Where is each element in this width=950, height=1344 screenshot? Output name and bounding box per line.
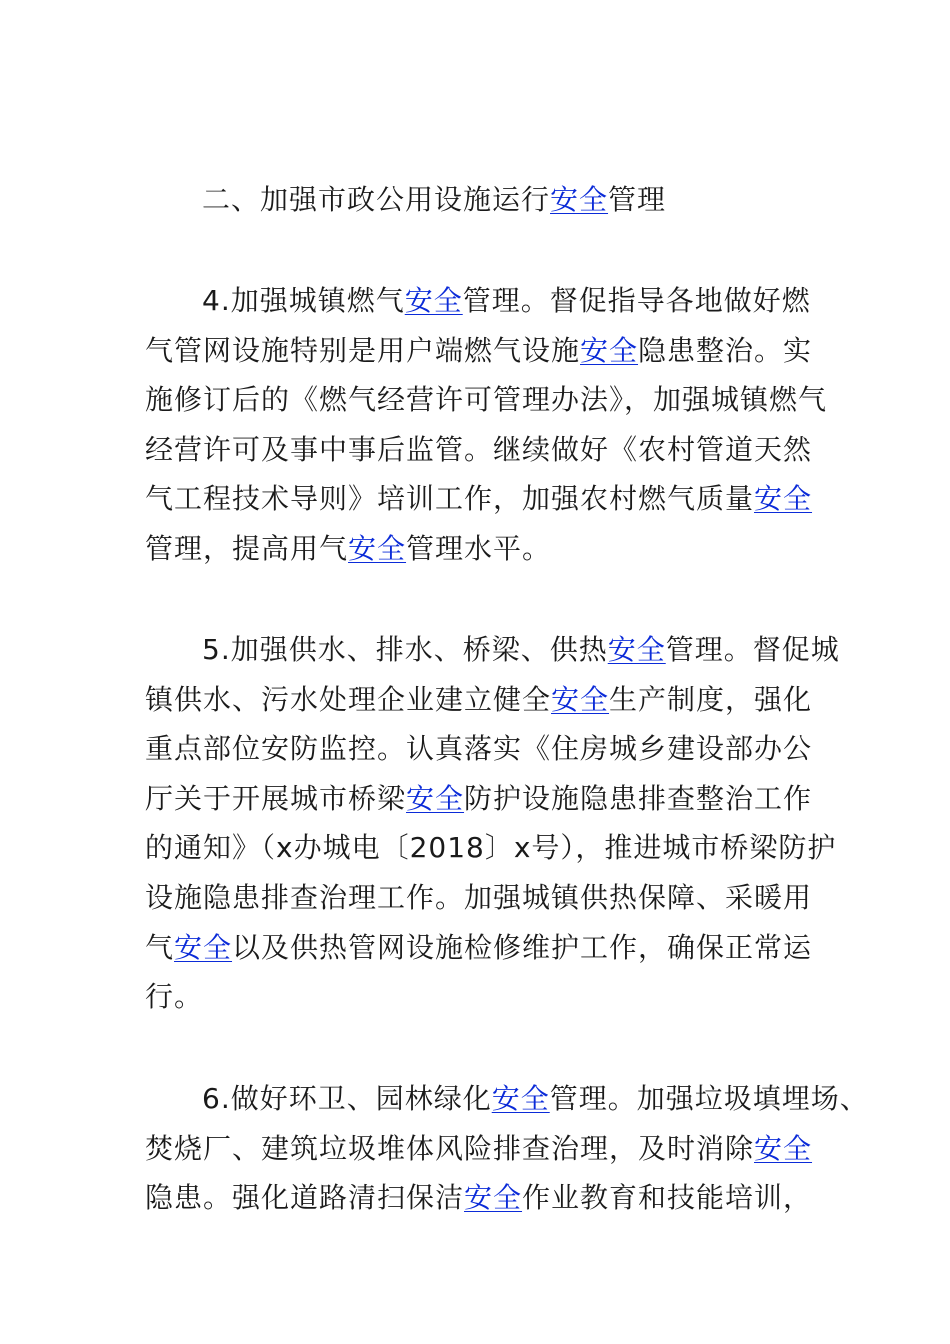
safety-link[interactable]: 安全 — [491, 1082, 550, 1115]
paragraph-text: 重点部位安防监控。认真落实《住房城乡建设部办公 — [145, 732, 813, 766]
paragraph-text: 管理，提高用气 — [145, 531, 349, 565]
safety-link[interactable]: 安全 — [464, 1181, 523, 1215]
safety-link[interactable]: 安全 — [580, 333, 639, 367]
heading-safety-link[interactable]: 安全 — [550, 183, 609, 216]
section-heading — [202, 176, 666, 224]
heading-text-end: 管理 — [608, 183, 667, 216]
paragraph-line — [145, 774, 815, 824]
paragraph-text: 施修订后的《燃气经营许可管理办法》，加强城镇燃气 — [145, 383, 828, 417]
safety-link[interactable]: 安全 — [404, 284, 463, 317]
paragraph-text: 生产制度，强化 — [609, 682, 813, 716]
paragraph-line — [145, 625, 840, 675]
paragraph-text: 6.做好环卫、园林绿化 — [202, 1082, 492, 1115]
paragraph-line — [145, 474, 815, 524]
paragraph-line — [145, 923, 815, 973]
paragraph-text: 厅关于开展城市桥梁 — [145, 781, 407, 815]
paragraph-text: 管理。督促指导各地做好燃 — [462, 284, 811, 317]
paragraph-text: 以及供热管网设施检修维护工作，确保正常运 — [232, 930, 813, 964]
paragraph-line — [145, 1173, 815, 1223]
paragraph-text: 作业教育和技能培训， — [522, 1181, 813, 1215]
safety-link[interactable]: 安全 — [551, 682, 610, 716]
paragraph-text: 管理水平。 — [406, 531, 552, 565]
paragraph-text: 的通知》（x办城电〔2018〕x号），推进城市桥梁防护 — [145, 831, 837, 865]
paragraph-line — [145, 276, 815, 326]
paragraph-6-sanitation-greening-safety — [145, 1074, 869, 1223]
heading-text: 二、加强市政公用设施运行 — [202, 183, 551, 216]
safety-link[interactable]: 安全 — [406, 781, 465, 815]
paragraph-line — [145, 375, 828, 425]
paragraph-4-gas-safety — [145, 276, 828, 574]
paragraph-text: 管理。督促城 — [665, 633, 840, 666]
paragraph-text: 管理。加强垃圾填埋场、 — [549, 1082, 869, 1115]
paragraph-text: 气工程技术导则》培训工作，加强农村燃气质量 — [145, 482, 755, 516]
safety-link[interactable]: 安全 — [754, 482, 813, 516]
paragraph-text: 隐患。强化道路清扫保洁 — [145, 1181, 465, 1215]
paragraph-text: 5.加强供水、排水、桥梁、供热 — [202, 633, 608, 666]
paragraph-line — [145, 326, 815, 376]
safety-link[interactable]: 安全 — [754, 1131, 813, 1165]
paragraph-text: 隐患整治。实 — [638, 333, 813, 367]
paragraph-text: 行。 — [145, 980, 204, 1014]
paragraph-text: 防护设施隐患排查整治工作 — [464, 781, 813, 815]
paragraph-text: 4.加强城镇燃气 — [202, 284, 405, 317]
safety-link[interactable]: 安全 — [174, 930, 233, 964]
paragraph-line — [145, 724, 815, 774]
paragraph-line — [145, 1124, 815, 1174]
paragraph-line — [145, 1074, 869, 1124]
paragraph-5-water-bridge-heat-safety — [145, 625, 840, 1022]
paragraph-line — [145, 972, 815, 1022]
paragraph-text: 气管网设施特别是用户端燃气设施 — [145, 333, 581, 367]
paragraph-text: 镇供水、污水处理企业建立健全 — [145, 682, 552, 716]
safety-link[interactable]: 安全 — [348, 531, 407, 565]
paragraph-line — [145, 675, 815, 725]
paragraph-line — [145, 873, 815, 923]
paragraph-line — [145, 524, 815, 574]
paragraph-text: 焚烧厂、建筑垃圾堆体风险排查治理，及时消除 — [145, 1131, 755, 1165]
paragraph-line — [145, 823, 837, 873]
paragraph-text: 设施隐患排查治理工作。加强城镇供热保障、采暖用 — [145, 880, 813, 914]
paragraph-text: 经营许可及事中事后监管。继续做好《农村管道天然 — [145, 432, 813, 466]
paragraph-text: 气 — [145, 930, 175, 964]
safety-link[interactable]: 安全 — [607, 633, 666, 666]
paragraph-line — [145, 425, 815, 475]
